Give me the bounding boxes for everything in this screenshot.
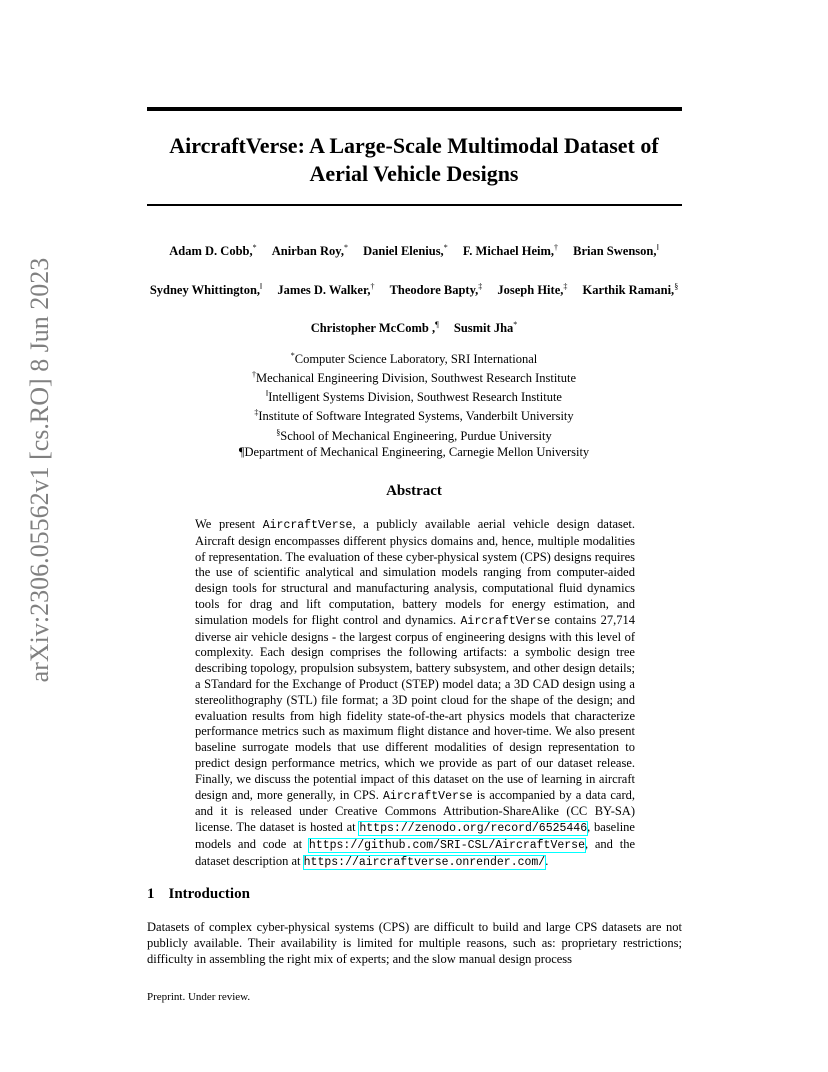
author: Daniel Elenius,*: [363, 243, 448, 259]
affiliation: ¶Department of Mechanical Engineering, Carnegie Mellon University: [238, 444, 590, 459]
author: Susmit Jha*: [453, 320, 518, 336]
author-row-1: [100, 243, 728, 259]
title-line-2: Aerial Vehicle Designs: [309, 161, 519, 186]
author: Anirban Roy,*: [271, 243, 348, 259]
github-link[interactable]: https://github.com/SRI-CSL/AircraftVerse: [308, 838, 585, 852]
paper-title: [100, 132, 728, 188]
affiliation: §School of Mechanical Engineering, Purdue University: [276, 427, 552, 443]
title-bottom-rule: [147, 204, 682, 206]
author-row-3: [100, 320, 728, 336]
dataset-name: AircraftVerse: [460, 614, 551, 628]
section-title: Introduction: [168, 886, 250, 902]
arxiv-identifier: arXiv:2306.05562v1 [cs.RO] 8 Jun 2023: [25, 257, 54, 683]
affiliations: [100, 348, 728, 460]
section-heading-introduction: [147, 886, 250, 903]
zenodo-link[interactable]: https://zenodo.org/record/6525446: [359, 822, 588, 836]
dataset-name: AircraftVerse: [382, 789, 473, 803]
author: Sydney Whittington,‖: [149, 282, 263, 298]
title-top-rule: [147, 107, 682, 111]
preprint-footer: Preprint. Under review.: [147, 991, 251, 1003]
title-line-1: AircraftVerse: A Large-Scale Multimodal Dataset of: [169, 133, 659, 158]
author: James D. Walker,†: [277, 282, 375, 298]
author: Brian Swenson,‖: [573, 243, 659, 259]
author: Adam D. Cobb,*: [169, 243, 257, 259]
author: Joseph Hite,‡: [497, 282, 568, 298]
dataset-description-link[interactable]: https://aircraftverse.onrender.com/: [303, 855, 546, 869]
author: Christopher McComb ,¶: [310, 320, 439, 336]
affiliation: ‖Intelligent Systems Division, Southwest Research Institute: [266, 389, 562, 405]
abstract-heading: Abstract: [386, 483, 442, 499]
author: F. Michael Heim,†: [462, 243, 558, 259]
author: Karthik Ramani,§: [582, 282, 679, 298]
affiliation: *Computer Science Laboratory, SRI International: [290, 351, 538, 367]
abstract-body: We present AircraftVerse, a publicly available aerial vehicle design dataset. Aircraft design encompasses different physics domains and, hence, multiple modalities of representation. The evaluation of these cyber-physical system (CPS) designs requires the use of scientific analytical and simulation models ranging from computer-aided design tools for structural and manufacturing analysis, computational fluid dynamics tools for drag and lift computation, battery models for energy estimation, and simulation models for flight control and dynamics. AircraftVerse contains 27,714 diverse air vehicle designs - the largest corpus of engineering designs with this level of complexity. Each design comprises the following artifacts: a symbolic design tree describing topology, propulsion subsystem, battery subsystem, and other design details; a STandard for the Exchange of Product (STEP) model data; a 3D CAD design using a stereolithography (STL) file format; a 3D point cloud for the shape of the design; and evaluation results from high fidelity state-of-the-art physics models that characterize performance metrics such as maximum flight distance and hover-time. We also present baseline surrogate models that use different modalities of design representation to predict design performance metrics, which we provide as part of our dataset release. Finally, we discuss the potential impact of this dataset on the use of learning in aircraft design and, more generally, in CPS. AircraftVerse is accompanied by a data card, and it is released under Creative Commons Attribution-ShareAlike (CC BY-SA) license. The dataset is hosted at https://zenodo.org/record/6525446, baseline models and code at https://github.com/SRI-CSL/AircraftVerse, and the dataset description at https://aircraftverse.onrender.com/.: [195, 517, 635, 869]
dataset-name: AircraftVerse: [262, 519, 353, 532]
introduction-text: Datasets of complex cyber-physical systems (CPS) are difficult to build and large CPS datasets are not publicly available. Their availability is limited for multiple reasons, such as: proprietary restrictions; difficulty in assembling the right mix of experts; and the slow manual design process: [147, 920, 682, 966]
affiliation: ‡Institute of Software Integrated Systems, Vanderbilt University: [254, 408, 574, 424]
affiliation: †Mechanical Engineering Division, Southwest Research Institute: [251, 370, 577, 386]
section-number: 1: [147, 886, 155, 902]
author-row-2: [100, 282, 728, 298]
author: Theodore Bapty,‡: [389, 282, 483, 298]
